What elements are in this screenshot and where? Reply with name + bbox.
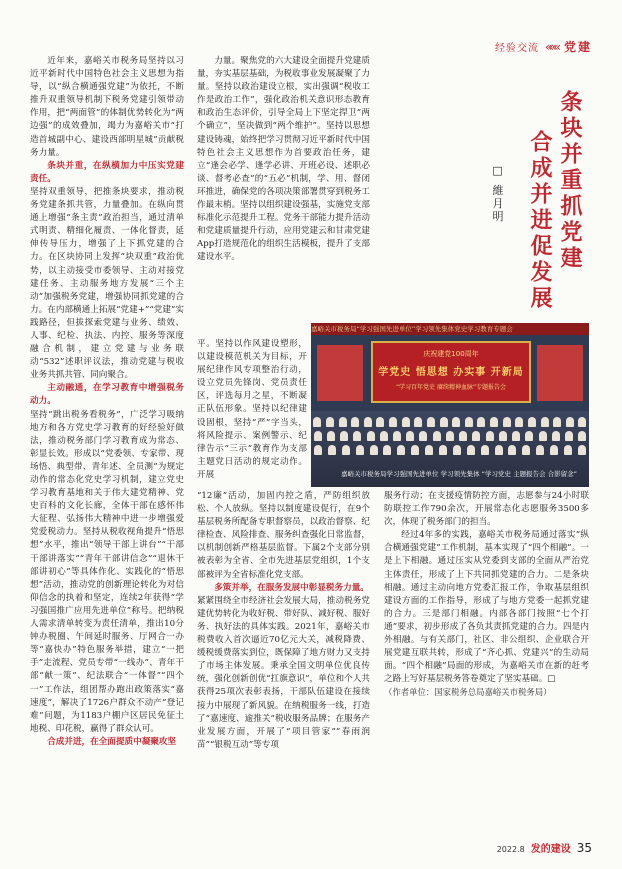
- audience-member: [508, 445, 516, 455]
- audience-member: [340, 431, 348, 441]
- author-credit: （作者单位：国家税务总局嘉峪关市税务局）: [384, 687, 552, 698]
- audience-member: [406, 431, 414, 441]
- audience-member: [397, 445, 405, 455]
- paragraph: 坚持“跳出税务看税务”，广泛学习吸纳地方和各方党史学习教育的好经验好做法，推动税务部门学习教育成为常态、彰显长效。形成以“党委领、专家带、现场悟、典型带、青年述、全员测”为规定动作的常态化党史学习机制，建立党史学习教育基地和关于伟大建党精神、党史百科的文化长廊，全体干部在感怀伟大征程、弘扬伟大精神中进一步增强爱党爱税动力。坚持从税收视角提升“悟思想”水平，推出“领导干部上讲台”“干部干部讲落实”“青年干部讲信念”“退休干部讲初心”等具体作化、实践化的“悟思想”活动，推动党的创新理论转化为对信仰信念的执着和坚定，连续2年获得“学习强国推广应用先进单位”称号。把纳税人需求清单转变为责任清单，推出10分钟办税圈、午间延时服务、厅网合一办等“嘉快办”特色服务举措，建立“一把手”走流程、党员专带“一线办”、青年干部“献一策”、纪法联合“一体督”“四个一”工作法，组团帮办跑出政策落实“嘉速度”，解决了1726户群众不动产“登记难”问题，为1183户棚户区居民免征土地税、印花税，赢得了群众认可。: [30, 409, 184, 734]
- audience-member: [314, 431, 322, 441]
- audience-member: [512, 431, 520, 441]
- audience-member: [342, 445, 350, 455]
- audience-member: [536, 445, 544, 455]
- audience-member: [578, 445, 586, 455]
- audience-member: [525, 431, 533, 441]
- audience-member: [367, 431, 375, 441]
- audience-member: [353, 431, 361, 441]
- paragraph: 坚持双重领导，把推条块要求，推动税务党建条抓共管，力量叠加。在纵向贯通上增强“条主责”政治担当，通过清单式明责、精细化履责、一体化督责，延伸传导压力，增强了上下抓党建的合力。在区块协同上发挥“块双重”政治优势，以主动接受市委领导、主动对接党建任务、主动服务地方发展“三个主动”加强税务党建，增强协同抓党建的合力。在内部横通上拓展“党建+”“党建”实践路径，但拔探索党建与业务、绩效、人事、纪检、执法、内控、服务等深度融合机制，建立党建与业务联动“532”述职评议法，推动党建与税收业务共抓共管、同向聚合。: [30, 186, 184, 381]
- audience-member: [393, 431, 401, 441]
- stage-text-1: 庆祝建党100周年: [423, 350, 479, 358]
- audience-member: [539, 431, 547, 441]
- audience-member: [564, 445, 572, 455]
- subheading-text: 合成并进，在全面提质中凝聚攻坚: [47, 736, 177, 747]
- subheading-text: 条块并重，在纵横加力中压实党建责任。: [30, 160, 184, 184]
- subheading-text: 主动融通，在学习教育中增强税务动力。: [30, 383, 184, 407]
- audience-member: [467, 445, 475, 455]
- article-column-2-mid: [197, 338, 307, 490]
- audience-member: [459, 431, 467, 441]
- subheading: [30, 160, 184, 186]
- subheading-text: 多策并举，在服务发展中彰显税务力量。: [214, 582, 369, 593]
- paragraph: “12廉”活动，加固内控之盾，严防组织放松、个人放纵。坚持以制度建设促行，在9个基层税务所配备专职督察员，以政治督察、纪律检查、风险排查、服务纠查强化日常监督，以机制创新严格基层监督。下属2个支部分别被表彰为全省、全市先进基层党组织，1个支部被评为全省标准化党支部。: [197, 491, 370, 580]
- audience-member: [370, 445, 378, 455]
- audience-member: [356, 445, 364, 455]
- stage-side-panel: [317, 345, 363, 401]
- article-title: [384, 90, 589, 330]
- audience-row: [311, 431, 589, 443]
- audience-member: [314, 445, 322, 455]
- audience-member: [578, 417, 586, 427]
- audience-member: [490, 417, 498, 427]
- audience-member: [472, 431, 480, 441]
- page-footer: [497, 840, 592, 855]
- audience-member: [550, 445, 558, 455]
- audience-member: [419, 431, 427, 441]
- audience-member: [364, 417, 372, 427]
- stage-text-3: “学习百年党史 赓续精神血脉”专题报告会: [395, 384, 507, 391]
- subheading: [30, 736, 184, 749]
- magazine-logo: 发的建设: [530, 844, 571, 855]
- paragraph: 力量。聚焦党的六大建设全面提升党建质量，夯实基层基础，为税收事业发展凝聚了力量。坚持以政治建设立根，实出强调“税收工作是政治工作”，强化政治机关意识形态教育和政治生态评价，引导全局上下坚定捍卫“两个确立”，坚决做到“两个维护”。坚持以思想建设铸魂，始终把学习贯彻习近平新时代中国特色社会主义思想作为首要政治任务，建立“逢会必学、逢学必讲、开班必设、述职必谈、督考必查”的“五必”机制，学、用、督闭环推进，确保党的各项决策部署贯穿到税务工作最末梢。坚持以组织建设强基，实施党支部标准化示范提升工程。党务干部能力提升活动和党建质量提升行动，应用党建云和甘肃党建App打造规范化的组织生活模板，提升了支部建设水平。: [197, 56, 370, 263]
- paragraph: 紧紧围绕全市经济社会发展大局，推动税务党建优势转化为收好税、带好队、减好税、服好务、执好法的具体实践。2021年，嘉峪关市税费收入首次逼近70亿元大关，减税降费、缓税缓费落实到位，既保障了地方财力又支持了市场主体发展。秉承全国文明单位优良传统，强化创新创优“扛旗意识”，单位和个人共获得25项次表彰表扬，干部队伍建设在接续接力中展现了新风貌。在纳税服务一线，打造了“嘉速度、逾推关”税收服务品牌；在服务产业发展方面，开展了“项目管家”“春雨润苗”“银税互动”等专项: [197, 595, 370, 750]
- audience-member: [553, 417, 561, 427]
- photo-caption: 嘉峪关市税务局学习强国先进单位 学习领先集体 “学习党史 主题报告会 合影留念”: [341, 470, 577, 478]
- title-line-1: 条块并重抓党建: [557, 90, 582, 272]
- paragraph: 平。坚持以作风建设塑形，以建设模范机关为目标，开展纪律作风专项整治行动，设立党员先锋岗、党员责任区，评选每月之星，不断凝正队伍形象。坚持以纪律建设固根，坚持“严”字当头，将风险提示、案例警示、纪律告示“三示”教育作为支部主题党日活动的规定动作。开展: [197, 339, 307, 480]
- article-column-3: [384, 490, 589, 845]
- section-label: 经验交流: [494, 43, 539, 54]
- audience-member: [411, 445, 419, 455]
- audience-member: [566, 417, 574, 427]
- page-header: [495, 38, 592, 55]
- audience-member: [328, 445, 336, 455]
- event-photo: [311, 323, 589, 487]
- audience-member: [503, 417, 511, 427]
- audience-member: [389, 417, 397, 427]
- article-column-1: [30, 55, 184, 845]
- photo-banner: 嘉峪关市税务局“学习强国先进单位”学习领先集体党史学习教育专题会: [311, 323, 589, 335]
- audience-member: [380, 431, 388, 441]
- column-label: 党建: [563, 40, 592, 54]
- audience-member: [376, 417, 384, 427]
- audience-member: [446, 431, 454, 441]
- title-line-2: 合成并进促发展: [527, 130, 552, 312]
- audience-member: [578, 431, 586, 441]
- audience-member: [383, 445, 391, 455]
- paragraph: 经过4年多的实践，嘉峪关市税务局通过落实“纵合横通强党建”工作机制，基本实现了“四个相融”。一是上下相融。通过压实从党委到支部的全面从严治党主体责任，形成了上下共同抓党建的合力。二是条块相融。通过主动向地方党委汇报工作，争取基层组织建设方面的工作指导，形成了与地方党委一起抓党建的合力。三是部门相融。内部各部门按照“七个打通”要求，初步形成了各负其责抓党建的合力。四是内外相融。与有关部门，社区、非公组织、企业联合开展党建互联共转，形成了“齐心抓、党建兴”的生动局面。“四个相融”局面的形成，为嘉峪关市在新的赶考之路上写好基层税务答卷奠定了坚实基础。□: [384, 530, 589, 685]
- page-number: 35: [576, 841, 592, 855]
- audience-member: [499, 431, 507, 441]
- audience-member: [427, 417, 435, 427]
- issue-date: 2022.8: [496, 845, 525, 854]
- author-byline: □ 維月明: [491, 164, 504, 224]
- audience-member: [440, 417, 448, 427]
- paragraph: 近年来，嘉峪关市税务局坚持以习近平新时代中国特色社会主义思想为指导，以“纵合横通强党建”为依托，不断推升双重领导机制下税务党建引领带动作用，把“两面管”的体制优势转化为“两边强”的成效叠加，竭力为嘉峪关市“打造首城副中心、建设西部明星城”贡献税务力量。: [30, 56, 184, 158]
- audience-member: [439, 445, 447, 455]
- audience-member: [402, 417, 410, 427]
- audience-member: [495, 445, 503, 455]
- audience-member: [541, 417, 549, 427]
- audience-member: [351, 417, 359, 427]
- audience-member: [414, 417, 422, 427]
- audience-member: [477, 417, 485, 427]
- audience-member: [433, 431, 441, 441]
- audience-member: [313, 417, 321, 427]
- audience-member: [481, 445, 489, 455]
- audience-member: [339, 417, 347, 427]
- article-column-2-top: [197, 55, 370, 338]
- audience-member: [515, 417, 523, 427]
- article-column-2-bottom: [197, 490, 370, 845]
- audience-member: [425, 445, 433, 455]
- audience-row: [311, 445, 589, 457]
- audience-member: [465, 417, 473, 427]
- audience-member: [522, 445, 530, 455]
- audience-member: [452, 417, 460, 427]
- subheading: [197, 582, 370, 595]
- stage-text-2: 学党史 悟思想 办实事 开新局: [378, 367, 524, 378]
- audience-member: [453, 445, 461, 455]
- subheading: [30, 382, 184, 408]
- audience-member: [486, 431, 494, 441]
- audience-member: [528, 417, 536, 427]
- paragraph: 服务行动；在支援疫情防控方面，志愿参与24小时联防联控工作790余次，开展常态化志愿服务3500多次，体现了税务部门的担当。: [384, 491, 589, 528]
- audience-member: [327, 431, 335, 441]
- stage-side-panel: [537, 345, 583, 401]
- stage-backdrop: [371, 341, 531, 403]
- audience-member: [326, 417, 334, 427]
- chevrons-icon: «««: [544, 39, 558, 54]
- audience-member: [565, 431, 573, 441]
- audience-member: [552, 431, 560, 441]
- audience-row: [311, 417, 589, 429]
